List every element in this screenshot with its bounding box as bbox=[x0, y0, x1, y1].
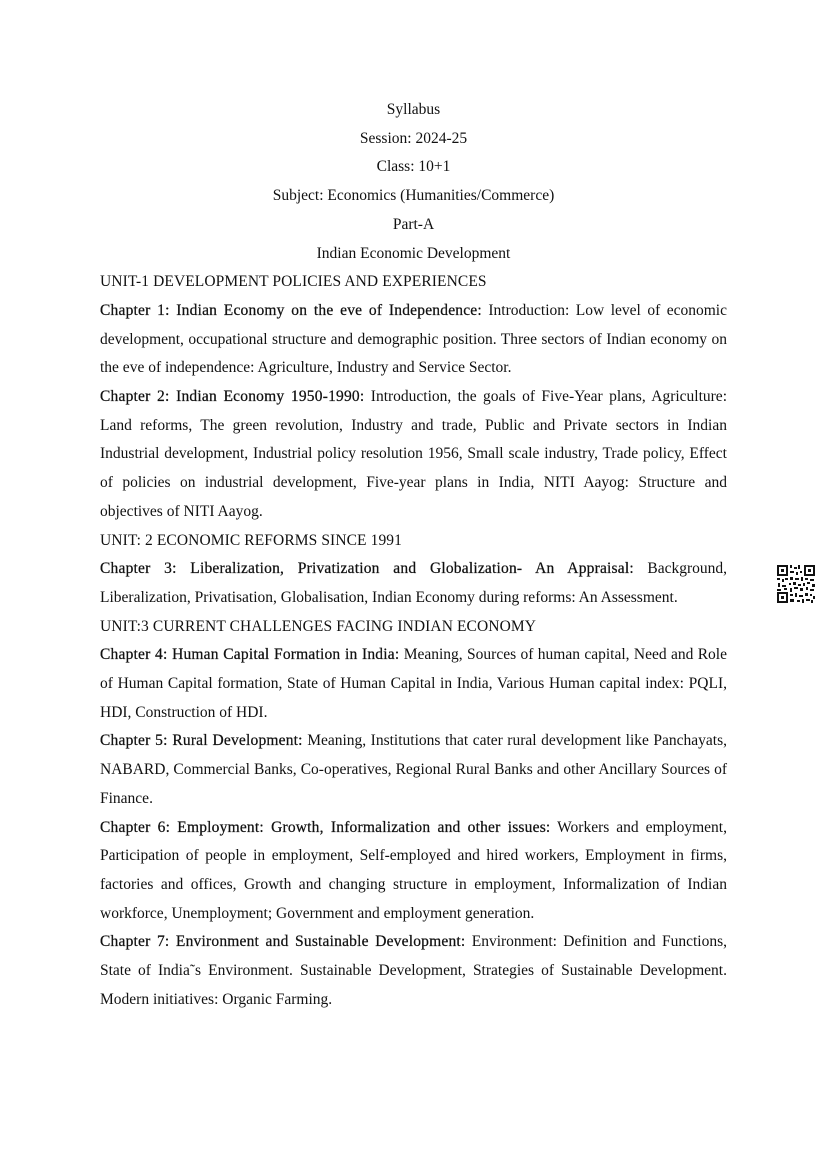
session-line: Session: 2024-25 bbox=[359, 129, 468, 147]
chapter-6-body: Workers and employment, Participation of people in employment, Self-employed and hired workers, Employment in firms, factories and offices, Growth and changing structure in employment, Informalization of Indian workforce, Unemployment; Government and employment generation. bbox=[100, 818, 727, 922]
chapter-7 bbox=[100, 928, 727, 1014]
part-title: Indian Economic Development bbox=[316, 244, 511, 262]
part-line: Part-A bbox=[392, 215, 435, 233]
chapter-4 bbox=[100, 641, 727, 727]
chapter-5 bbox=[100, 727, 727, 813]
chapter-3-body: Background, Liberalization, Privatisation, Globalisation, Indian Economy during reforms: An Assessment. bbox=[100, 560, 727, 606]
chapter-4-body: Meaning, Sources of human capital, Need and Role of Human Capital formation, State of Human Capital in India, Various Human capital index: PQLI, HDI, Construction of HDI. bbox=[100, 646, 727, 721]
syllabus-page bbox=[100, 96, 727, 1015]
chapter-5-title: Chapter 5: Rural Development: bbox=[100, 732, 303, 750]
qr-code-icon[interactable] bbox=[776, 564, 816, 604]
unit-2-heading: UNIT: 2 ECONOMIC REFORMS SINCE 1991 bbox=[100, 531, 402, 549]
class-line: Class: 10+1 bbox=[376, 158, 451, 176]
chapter-3 bbox=[100, 555, 727, 612]
chapter-1-title: Chapter 1: Indian Economy on the eve of Independence: bbox=[100, 301, 482, 319]
chapter-2-body: Introduction, the goals of Five-Year plans, Agriculture: Land reforms, The green revolution, Industry and trade, Public and Private sectors in Indian Industrial development, Industrial policy resolution 1956, Small scale industry, Trade policy, Effect of policies on industrial development, Five-year plans in India, NITI Aayog: Structure and objectives of NITI Aayog. bbox=[100, 388, 727, 520]
chapter-6 bbox=[100, 814, 727, 929]
unit-3-heading: UNIT:3 CURRENT CHALLENGES FACING INDIAN ECONOMY bbox=[100, 617, 537, 635]
chapter-6-title: Chapter 6: Employment: Growth, Informalization and other issues: bbox=[100, 818, 551, 836]
subject-line: Subject: Economics (Humanities/Commerce) bbox=[272, 187, 555, 205]
chapter-2 bbox=[100, 383, 727, 527]
unit-1-heading: UNIT-1 DEVELOPMENT POLICIES AND EXPERIENCES bbox=[100, 273, 487, 291]
chapter-7-title: Chapter 7: Environment and Sustainable Development: bbox=[100, 933, 466, 951]
chapter-5-body: Meaning, Institutions that cater rural development like Panchayats, NABARD, Commercial Banks, Co-operatives, Regional Rural Banks and other Ancillary Sources of Finance. bbox=[100, 732, 727, 807]
chapter-1 bbox=[100, 297, 727, 383]
title-syllabus: Syllabus bbox=[386, 101, 441, 118]
chapter-2-title: Chapter 2: Indian Economy 1950-1990: bbox=[100, 388, 365, 406]
chapter-4-title: Chapter 4: Human Capital Formation in India: bbox=[100, 646, 400, 664]
chapter-1-body: Introduction: Low level of economic development, occupational structure and demographic position. Three sectors of Indian economy on the eve of independence: Agriculture, Industry and Service Sector. bbox=[100, 301, 727, 377]
chapter-7-body: Environment: Definition and Functions, State of India˜s Environment. Sustainable Development, Strategies of Sustainable Development. Modern initiatives: Organic Farming. bbox=[100, 933, 727, 1008]
chapter-3-title: Chapter 3: Liberalization, Privatization and Globalization- An Appraisal: bbox=[100, 560, 634, 578]
